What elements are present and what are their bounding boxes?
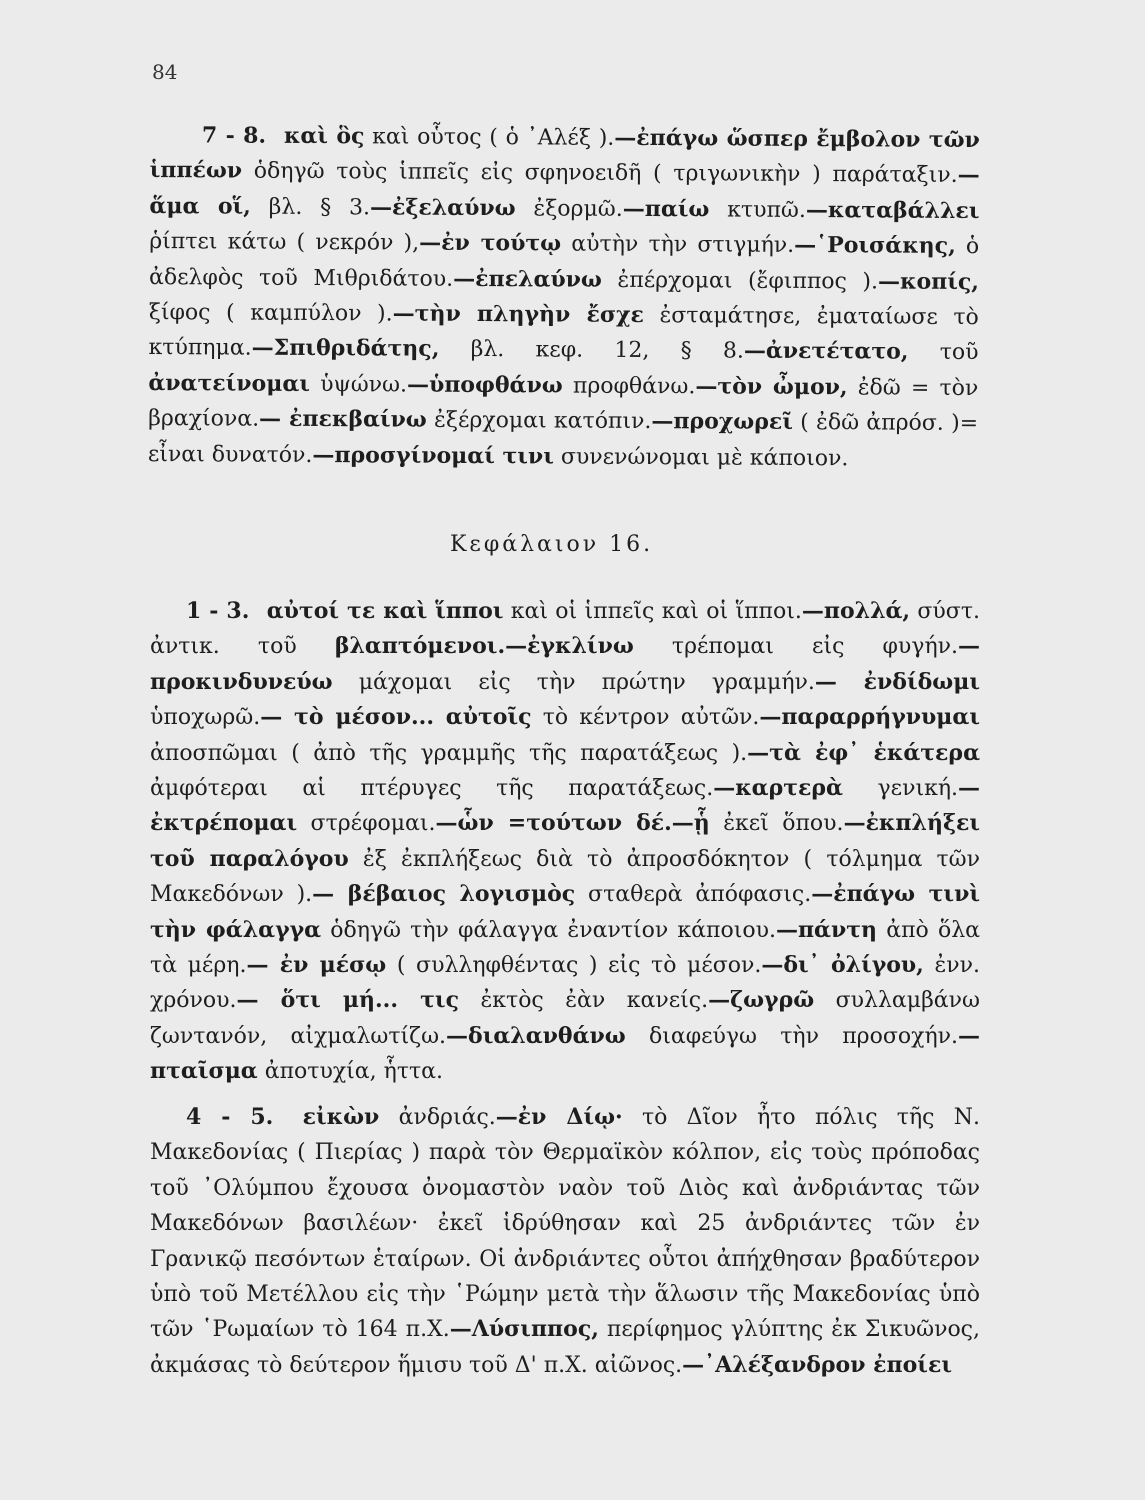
bold-term: — ἐν μέσῳ bbox=[246, 952, 387, 979]
section-label: 7 - 8. bbox=[201, 122, 267, 149]
gloss-text: περίφημος γλύπτης ἐκ Σικυῶνος, ἀκμάσας τὸ δεύτερον ἥμισυ τοῦ Δ' π.Χ. αἰῶνος. bbox=[150, 1317, 980, 1378]
bold-term: —πολλά, bbox=[801, 598, 911, 624]
gloss-text: ἀμφότεραι αἱ πτέρυγες τῆς παρατάξεως. bbox=[150, 776, 714, 802]
paragraph-section-4-5 bbox=[150, 1100, 980, 1383]
gloss-text: τρέπομαι εἰς φυγήν. bbox=[633, 634, 958, 660]
gloss-text: ὑψώνω. bbox=[309, 371, 408, 398]
bold-term: —ὧν =τούτων δέ. bbox=[435, 810, 672, 837]
bold-term: —ἀνετέτατο, bbox=[743, 338, 909, 366]
bold-term: —ἐκτρέπομαι bbox=[150, 775, 980, 837]
gloss-text: καὶ οἱ ἱππεῖς καὶ οἱ ἵπποι. bbox=[503, 599, 802, 624]
gloss-text: ἐξ ἐκπλήξεως διὰ τὸ ἀπροσδόκητον ( τόλμημα τῶν Μακεδόνων ). bbox=[150, 846, 980, 908]
bold-term: βλαπτόμενοι. bbox=[334, 633, 506, 660]
bold-term: — ἐπεκβαίνω bbox=[259, 405, 427, 433]
bold-term: —τὰ ἐφ᾿ ἑκάτερα bbox=[747, 739, 980, 766]
gloss-text: ( συλληφθέντας ) εἰς τὸ μέσον. bbox=[386, 953, 762, 979]
gloss-text: ἐσταμάτησε, ἐματαίωσε τὸ κτύπημα. bbox=[148, 303, 979, 362]
gloss-text: ἐδῶ = τὸν βραχίονα. bbox=[148, 375, 979, 432]
gloss-text: ὁ ἀδελφὸς τοῦ Μιθριδάτου. bbox=[148, 234, 980, 292]
bold-term: —ἐπάγω τινὶ τὴν φάλαγγα bbox=[150, 881, 980, 943]
gloss-text: ( ἐδῶ ἀπρόσ. )= εἶναι δυνατόν. bbox=[147, 410, 979, 468]
gloss-text: βλ. κεφ. 12, § 8. bbox=[439, 337, 744, 365]
gloss-text: ξίφος ( καμπύλον ). bbox=[148, 300, 393, 327]
gloss-text: ἐπέρχομαι (ἔφιππος ). bbox=[601, 267, 879, 295]
bold-term: —πάντη bbox=[775, 916, 878, 943]
bold-term: —τὸν ὦμον, bbox=[695, 373, 848, 401]
gloss-text: ἀποσπῶμαι ( ἀπὸ τῆς γραμμῆς τῆς παρατάξεως ). bbox=[150, 740, 748, 766]
bold-term: —῾Ροισάκης, bbox=[794, 232, 956, 260]
bold-term: —ἐγκλίνω bbox=[505, 633, 634, 660]
bold-term: —Σπιθριδάτης, bbox=[251, 335, 440, 363]
gloss-text: ἐξορμῶ. bbox=[515, 196, 623, 222]
gloss-text: ἐξέρχομαι κατόπιν. bbox=[426, 407, 652, 435]
bold-term: καὶ ὃς bbox=[283, 122, 365, 150]
gloss-text: ἀνδριάς. bbox=[379, 1105, 496, 1130]
gloss-text: τοῦ bbox=[908, 340, 979, 366]
gloss-text: ῥίπτει κάτω ( νεκρόν ), bbox=[149, 229, 420, 256]
gloss-text: σταθερὰ ἀπόφασις. bbox=[575, 882, 812, 908]
chapter-heading: Κεφάλαιον 16. bbox=[450, 532, 654, 557]
gloss-text: διαφεύγω τὴν προσοχήν. bbox=[625, 1023, 959, 1049]
bold-term: —ἐν Δίῳ· bbox=[495, 1104, 623, 1130]
bold-term: —ἐκπλήξει τοῦ παραλόγου bbox=[150, 810, 980, 872]
paragraph-section-7-8 bbox=[148, 118, 980, 477]
bold-term: —παραρρήγνυμαι bbox=[759, 704, 980, 731]
bold-term: —ζωγρῶ bbox=[708, 987, 815, 1014]
bold-term: —ἅμα οἵ, bbox=[149, 162, 980, 220]
gloss-text: στρέφομαι. bbox=[297, 811, 436, 837]
bold-term: — προκινδυνεύω bbox=[150, 633, 980, 695]
gloss-text: τὸ κέντρον αὐτῶν. bbox=[531, 705, 760, 731]
gloss-text: ἀπὸ ὅλα τὰ μέρη. bbox=[150, 917, 980, 979]
gloss-text: προφθάνω. bbox=[562, 373, 696, 400]
bold-term: — τὸ μέσον... αὐτοῖς bbox=[260, 704, 532, 731]
gloss-text: ὁδηγῶ τὴν φάλαγγα ἐναντίον κάποιου. bbox=[321, 917, 776, 943]
gloss-text: αὐτὴν τὴν στιγμήν. bbox=[561, 231, 795, 259]
section-label: 4 - 5. bbox=[186, 1104, 274, 1130]
gloss-text: βλ. § 3. bbox=[250, 194, 371, 221]
bold-term: —προσγίνομαί τινι bbox=[312, 441, 554, 470]
bold-term: —καρτερὰ bbox=[713, 775, 843, 802]
gloss-text: ἐκεῖ ὅπου. bbox=[709, 811, 844, 837]
bold-term: ἀνατείνομαι bbox=[148, 369, 311, 397]
bold-term: —ἐπελαύνω bbox=[453, 265, 602, 293]
gloss-text: συνενώνομαι μὲ κάποιον. bbox=[553, 444, 849, 471]
bold-term: —κοπίς, bbox=[877, 268, 980, 295]
bold-term: — βέβαιος λογισμὸς bbox=[312, 881, 576, 908]
bold-term: αὐτοί τε καὶ ἵπποι bbox=[266, 598, 504, 624]
bold-term: —ἐξελαύνω bbox=[369, 194, 516, 222]
gloss-text: συλλαμβάνω ζωντανόν, αἰχμαλωτίζω. bbox=[150, 988, 980, 1049]
gloss-text: ἐνν. χρόνου. bbox=[150, 953, 980, 1014]
bold-term: —διαλανθάνω bbox=[446, 1022, 626, 1049]
bold-term: —ἐπάγω ὥσπερ ἔμβολον τῶν ἱππέων bbox=[149, 124, 980, 184]
gloss-text: καὶ οὗτος ( ὁ ᾿Αλέξ ). bbox=[364, 124, 615, 151]
gloss-text: κτυπῶ. bbox=[709, 197, 806, 223]
gloss-text: ἐκτὸς ἐὰν κανείς. bbox=[458, 988, 709, 1014]
section-label: 1 - 3. bbox=[186, 598, 250, 624]
gloss-text: τὸ Δῖον ἦτο πόλις τῆς Ν. Μακεδονίας ( Πιερίας ) παρὰ τὸν Θερμαϊκὸν κόλπον, εἰς τοὺς πρόποδας τοῦ ᾿Ολύμπου ἔχουσα ὀνομαστὸν ναὸν τοῦ Διὸς καὶ ἀνδριάντας τῶν Μακεδόνων βασιλέων· ἐκεῖ ἱδρύθησαν καὶ 25 ἀνδριάντες τῶν ἐν Γρανικῷ πεσόντων ἑταίρων. Οἱ ἀνδριάντες οὗτοι ἀπήχθησαν βραδύτερον ὑπὸ τοῦ Μετέλλου εἰς τὴν ῾Ρώμην μετὰ τὴν ἅλωσιν τῆς Μακεδονίας ὑπὸ τῶν ῾Ρωμαίων τὸ 164 π.Χ. bbox=[150, 1105, 980, 1343]
bold-term: —τὴν πληγὴν ἔσχε bbox=[392, 300, 645, 329]
bold-term: — πταῖσμα bbox=[150, 1022, 981, 1085]
page-number: 84 bbox=[152, 60, 178, 84]
bold-term: —καταβάλλει bbox=[805, 196, 980, 224]
gloss-text: ἀποτυχία, ἧττα. bbox=[257, 1059, 444, 1085]
gloss-text: ὑποχωρῶ. bbox=[150, 705, 261, 731]
bold-term: —ὑποφθάνω bbox=[406, 371, 563, 399]
bold-term: —προχωρεῖ bbox=[651, 408, 793, 436]
bold-term: —δι᾿ ὀλίγου, bbox=[761, 952, 924, 979]
bold-term: —Λύσιππος, bbox=[449, 1316, 599, 1343]
bold-term: —᾿Αλέξανδρον ἐποίει bbox=[682, 1351, 952, 1378]
gloss-text: ὁδηγῶ τοὺς ἱππεῖς εἰς σφηνοειδῆ ( τριγωνικὴν ) παράταξιν. bbox=[242, 158, 958, 189]
gloss-text: μάχομαι εἰς τὴν πρώτην γραμμήν. bbox=[332, 669, 815, 695]
bold-term: — ὅτι μή... τις bbox=[236, 987, 459, 1014]
paragraph-section-1-3 bbox=[150, 594, 980, 1090]
gloss-text: γενική. bbox=[842, 776, 958, 802]
gloss-text: σύστ. ἀντικ. τοῦ bbox=[150, 599, 980, 660]
bold-term: εἰκὼν bbox=[302, 1104, 380, 1130]
bold-term: — ἐνδίδωμι bbox=[814, 668, 980, 695]
bold-term: —ἐν τούτῳ bbox=[419, 229, 562, 257]
bold-term: —ᾗ bbox=[671, 810, 710, 837]
bold-term: —παίω bbox=[622, 195, 710, 223]
